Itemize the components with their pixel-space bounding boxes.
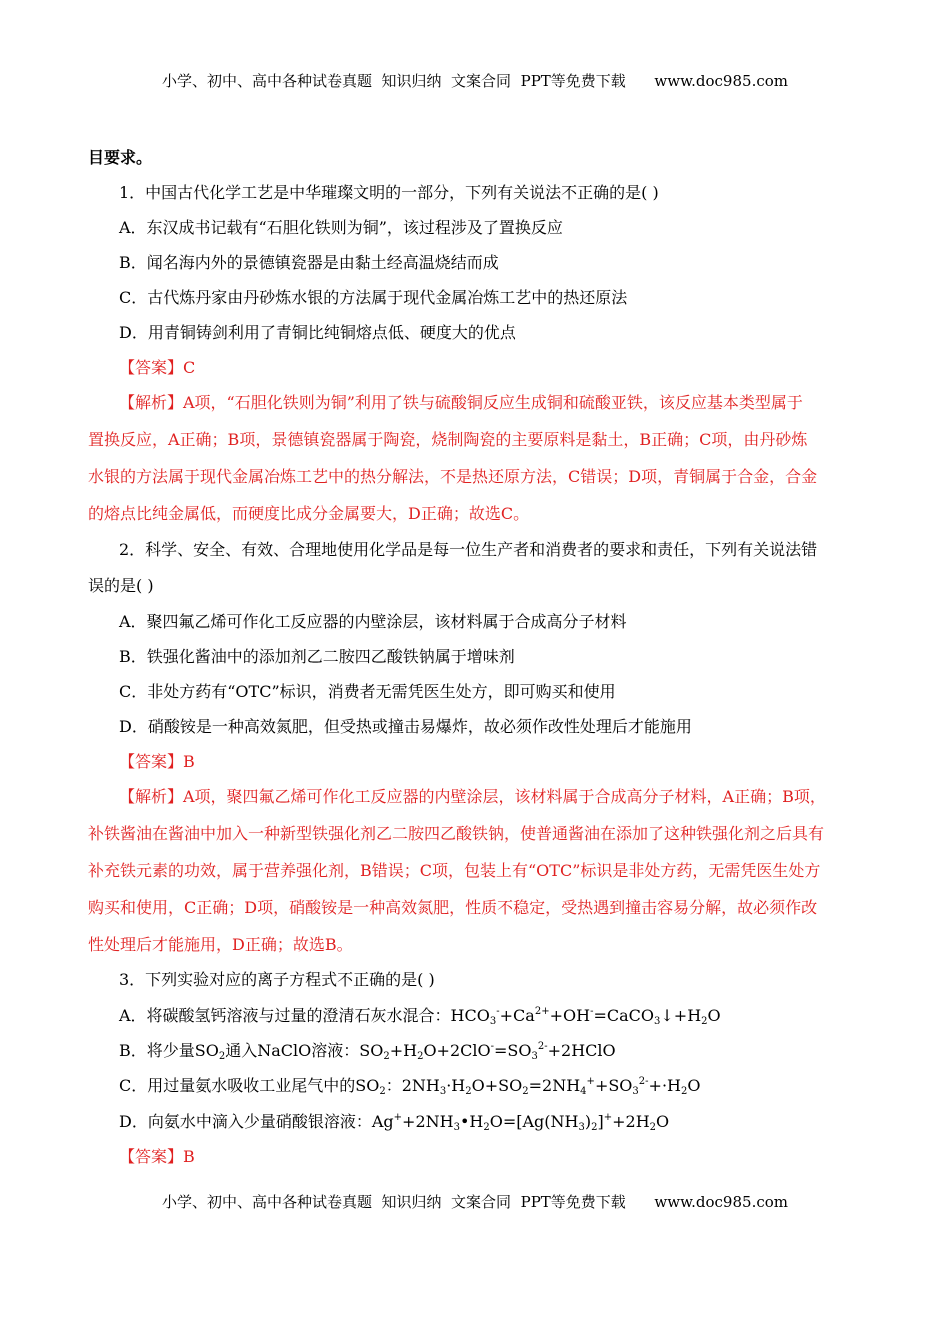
question-1-answer: 【答案】C xyxy=(119,358,196,377)
question-3-stem: 3．下列实验对应的离子方程式不正确的是( ) xyxy=(119,970,435,989)
question-1-analysis-line: 的熔点比纯金属低，而硬度比成分金属要大，D正确；故选C。 xyxy=(88,504,530,523)
question-2-stem: 2．科学、安全、有效、合理地使用化学品是每一位生产者和消费者的要求和责任，下列有关说法错 xyxy=(119,540,818,559)
question-1-option-c: C．古代炼丹家由丹砂炼水银的方法属于现代金属冶炼工艺中的热还原法 xyxy=(119,288,628,307)
question-2-stem-cont: 误的是( ) xyxy=(88,576,154,595)
question-1-option-d: D．用青铜铸剑利用了青铜比纯铜熔点低、硬度大的优点 xyxy=(119,323,516,342)
question-1-option-a: A．东汉成书记载有“石胆化铁则为铜”，该过程涉及了置换反应 xyxy=(119,218,563,237)
question-2-analysis-line: 购买和使用，C正确；D项，硝酸铵是一种高效氮肥，性质不稳定，受热遇到撞击容易分解，故必须作改 xyxy=(88,898,818,917)
question-3-option-a: A．将碳酸氢钙溶液与过量的澄清石灰水混合：$HCO_3^-+Ca^{2+}+OH^-=CaCO_3↓+H_2O$ xyxy=(119,1006,721,1027)
question-2-analysis-line: 性处理后才能施用，D正确；故选B。 xyxy=(88,935,353,954)
question-3-option-d: D．向氨水中滴入少量硝酸银溶液：$Ag^++2NH_3•H_2O=[Ag(NH_3)_2]^++2H_2O$ xyxy=(119,1112,670,1133)
page-footer: 小学、初中、高中各种试卷真题 知识归纳 文案合同 PPT等免费下载 www.doc985.com xyxy=(161,1193,788,1211)
question-1-analysis-line: 置换反应，A正确；B项，景德镇瓷器属于陶瓷，烧制陶瓷的主要原料是黏土，B正确；C项，由丹砂炼 xyxy=(88,430,808,449)
question-1-option-b: B．闻名海内外的景德镇瓷器是由黏土经高温烧结而成 xyxy=(119,253,499,272)
question-2-option-a: A．聚四氟乙烯可作化工反应器的内壁涂层，该材料属于合成高分子材料 xyxy=(119,612,627,631)
question-2-option-c: C．非处方药有“OTC”标识，消费者无需凭医生处方，即可购买和使用 xyxy=(119,682,616,701)
intro-text: 目要求。 xyxy=(88,148,153,167)
question-1-analysis-line: 【解析】A项，“石胆化铁则为铜”利用了铁与硫酸铜反应生成铜和硫酸亚铁，该反应基本类型属于 xyxy=(119,393,803,412)
question-3-answer: 【答案】B xyxy=(119,1147,195,1166)
question-2-analysis-line: 【解析】A项，聚四氟乙烯可作化工反应器的内壁涂层，该材料属于合成高分子材料，A正确；B项， xyxy=(119,787,826,806)
question-3-option-b: B．将少量$SO_2$通入NaClO溶液：$SO_2+H_2O+2ClO^-=SO_3^{2-}+2HClO$ xyxy=(119,1041,616,1062)
question-2-option-d: D．硝酸铵是一种高效氮肥，但受热或撞击易爆炸，故必须作改性处理后才能施用 xyxy=(119,717,692,736)
question-1-stem: 1．中国古代化学工艺是中华璀璨文明的一部分，下列有关说法不正确的是( ) xyxy=(119,183,659,202)
page-header: 小学、初中、高中各种试卷真题 知识归纳 文案合同 PPT等免费下载 www.doc985.com xyxy=(161,72,788,90)
question-2-answer: 【答案】B xyxy=(119,752,195,771)
question-2-analysis-line: 补铁酱油在酱油中加入一种新型铁强化剂乙二胺四乙酸铁钠，使普通酱油在添加了这种铁强化剂之后具有 xyxy=(88,824,825,843)
question-1-analysis-line: 水银的方法属于现代金属冶炼工艺中的热分解法，不是热还原方法，C错误；D项，青铜属于合金，合金 xyxy=(88,467,818,486)
question-2-option-b: B．铁强化酱油中的添加剂乙二胺四乙酸铁钠属于增味剂 xyxy=(119,647,515,666)
question-2-analysis-line: 补充铁元素的功效，属于营养强化剂，B错误；C项，包装上有“OTC”标识是非处方药，无需凭医生处方 xyxy=(88,861,821,880)
question-3-option-c: C．用过量氨水吸收工业尾气中的$SO_2$：$2NH_3\cdot H_2O+SO_2=2NH_4^++SO_3^{2-}+\cdot H_2O$ xyxy=(119,1076,701,1097)
